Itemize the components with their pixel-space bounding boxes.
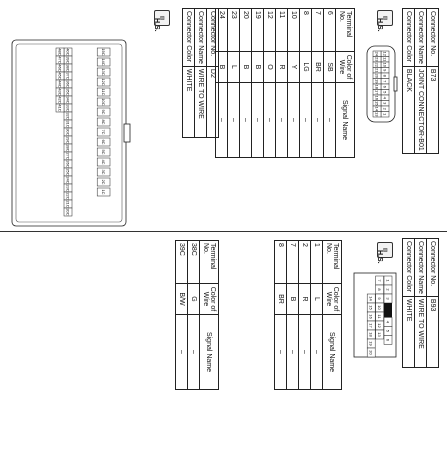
signal-name-cell: – [312,83,324,158]
connector-info-b73 [402,8,439,154]
pin-label: 13C [101,68,107,76]
pin [376,312,384,321]
pin-label: 8 [377,288,383,291]
pin [384,317,392,326]
pin [97,178,110,186]
pin-label: 32C [65,112,71,120]
signal-name-cell: – [311,315,323,390]
table-row [276,9,288,158]
pin-label: 6 [382,85,388,88]
wire-color-cell: Y [288,52,300,83]
signal-name-cell: – [287,315,299,390]
pin-label: 17 [374,90,380,95]
pin [373,84,381,90]
hs-icon: ▥ [377,242,393,258]
pin-label: 46C [57,64,63,72]
pin-label: 23 [374,57,380,62]
hs-icon: ▥ [154,10,170,26]
pin-label: 36C [65,80,71,88]
signal-name-cell: – [275,315,287,390]
pin-label: 9C [101,109,107,115]
connector-no-value: D2 [207,66,219,137]
terminal-no-cell: 24 [216,9,228,52]
locking-key [384,303,392,317]
hs-label: H.S. [376,250,383,264]
pin [64,48,72,56]
pin-label: 12C [101,78,107,86]
terminal-no-cell: 12 [264,9,276,52]
pin [381,51,389,57]
pin [64,160,72,168]
wire-color-cell: O [264,52,276,83]
pin [97,78,110,86]
terminal-no-cell: 8 [300,9,312,52]
hs-label: H.S. [376,18,383,32]
pin [381,57,389,63]
pin [376,276,384,285]
table-row [311,241,323,390]
label-connector-name: Connector Name [415,9,427,67]
terminal-no-cell: 7 [312,9,324,52]
pin-label: 27C [65,152,71,160]
pin [64,64,72,72]
hs-label: H.S. [153,18,160,32]
pin-label: 22 [374,62,380,67]
signal-name-cell: – [300,83,312,158]
wire-color-cell: B/W [176,284,188,315]
signal-name-cell: – [176,315,188,390]
pin-label: 5C [101,149,107,155]
connector-color-value: BLACK [403,66,415,153]
pin-label: 39C [65,56,71,64]
pin-label: 35C [65,88,71,96]
signal-table-d2 [175,240,219,390]
pin-label: 2 [382,107,388,110]
pin [97,68,110,76]
pin-label: 2 [385,288,391,291]
header-terminal-no: Terminal No. [200,241,219,284]
pin-label: 22C [65,192,71,200]
pin-label: 18 [374,84,380,89]
pin-label: 4C [101,159,107,165]
pin [56,104,64,112]
pin-label: 2C [101,179,107,185]
wire-color-cell: SB [324,52,336,83]
pin [64,184,72,192]
table-row [299,241,311,390]
label-connector-name: Connector Name [195,9,207,67]
hs-icon: ▥ [377,10,393,26]
table-row [300,9,312,158]
pin [64,104,72,112]
label-connector-no: Connector No. [427,239,439,297]
pin-label: 11 [382,57,388,62]
pin-label: 38C [65,64,71,72]
connector-diagram-d2 [8,38,130,228]
pin [64,192,72,200]
signal-name-cell: – [276,83,288,158]
pin [56,56,64,64]
table-row [240,9,252,158]
pin [367,348,375,357]
table-row [275,241,287,390]
pin-label: 8C [101,119,107,125]
connector-name-value: WIRE TO WIRE [415,296,427,367]
table-row [264,9,276,158]
pin-label: 17 [368,323,374,328]
pin-label: 4 [382,96,388,99]
pin-label: 44C [57,80,63,88]
wire-color-cell: L [311,284,323,315]
connector-color-value: WHITE [183,66,195,137]
terminal-no-cell: 6 [324,9,336,52]
pin [56,72,64,80]
pin [373,90,381,96]
pin [64,56,72,64]
pin [373,68,381,74]
terminal-no-cell: 10 [288,9,300,52]
wire-color-cell: L [228,52,240,83]
pin [97,188,110,196]
pin [376,330,384,339]
pin-label: 10 [382,62,388,67]
pin [381,73,389,79]
terminal-no-cell: 38C [188,241,200,284]
wire-color-cell: LG [300,52,312,83]
pin [373,62,381,68]
terminal-no-cell: 23 [228,9,240,52]
wire-color-cell: R [299,284,311,315]
connector-info-b93 [402,238,439,368]
pin [64,136,72,144]
pin-label: 3 [385,297,391,300]
pin [97,58,110,66]
pin-label: 43C [57,88,63,96]
pin-label: 31C [65,120,71,128]
pin [97,158,110,166]
pin [64,72,72,80]
pin-label: 21 [374,68,380,73]
pin [97,148,110,156]
pin-label: 1 [382,113,388,116]
terminal-no-cell: 7 [287,241,299,284]
pin [373,106,381,112]
pin-label: 37C [65,72,71,80]
pin [64,144,72,152]
connector-color-value: WHITE [403,296,415,367]
pin-label: 8 [382,74,388,77]
table-row [176,241,188,390]
signal-name-cell: – [299,315,311,390]
pin [384,326,392,335]
signal-name-cell: – [288,83,300,158]
pin [381,68,389,74]
pin [56,48,64,56]
pin-label: 47C [57,56,63,64]
signal-name-cell: – [324,83,336,158]
pin [384,285,392,294]
pin [64,176,72,184]
pin-label: 21C [65,200,71,208]
signal-name-cell: – [228,83,240,158]
pin [56,80,64,88]
signal-table-b73 [215,8,355,158]
pin [384,335,392,344]
terminal-no-cell: 39C [176,241,188,284]
pin-label: 4 [385,320,391,324]
connector-no-value: B73 [427,66,439,153]
label-connector-no: Connector No. [207,9,219,67]
pin [373,73,381,79]
signal-name-cell: – [240,83,252,158]
signal-name-cell: – [264,83,276,158]
pin [64,112,72,120]
pin [64,88,72,96]
pin-label: 33C [65,104,71,112]
pin [373,95,381,101]
pin-label: 24C [65,176,71,184]
table-row [324,9,336,158]
connector-diagram-b93 [353,272,397,358]
pin [381,106,389,112]
pin-label: 13 [377,332,383,337]
header-color-of-wire: Color of Wire [323,284,342,315]
pin [373,101,381,107]
pin [376,321,384,330]
pin [367,330,375,339]
wire-color-cell: BR [275,284,287,315]
pin [381,62,389,68]
pin-label: 29C [65,136,71,144]
connector-name-value: WIRE TO WIRE [195,66,207,137]
pin-label: 19 [368,341,374,346]
signal-table-b93 [274,240,342,390]
terminal-no-cell: 1 [311,241,323,284]
pin-label: 12 [382,51,388,56]
pin [367,312,375,321]
pin-label: 30C [65,128,71,136]
signal-name-cell: – [252,83,264,158]
pin-label: 10C [101,98,107,106]
connector-no-value: B93 [427,296,439,367]
pin [381,101,389,107]
pin-label: 15 [368,305,374,310]
pin-label: 48C [57,48,63,56]
pin-label: 45C [57,72,63,80]
header-terminal-no: Terminal No. [336,9,355,52]
pin [373,112,381,118]
pin-label: 11 [377,314,383,319]
pin [64,152,72,160]
wire-color-cell: R [276,52,288,83]
pin [64,200,72,208]
pin [376,303,384,312]
pin-label: 5 [382,91,388,94]
table-row [287,241,299,390]
connector-panel-d2 [0,0,222,231]
pin-label: 1C [101,189,107,195]
pin [56,88,64,96]
pin-label: 42C [57,96,63,104]
pin-label: 20 [368,350,374,355]
pin-label: 15 [374,101,380,106]
pin-label: 28C [65,144,71,152]
pin-label: 9 [382,69,388,72]
signal-name-cell: – [216,83,228,158]
terminal-no-cell: 11 [276,9,288,52]
pin [97,98,110,106]
pin-label: 41C [57,104,63,112]
table-row [228,9,240,158]
pin-label: 34C [65,96,71,104]
header-signal-name: Signal Name [336,83,355,158]
pin [376,294,384,303]
pin [97,108,110,116]
header-signal-name: Signal Name [323,315,342,390]
pin-label: 26C [65,160,71,168]
pin [64,168,72,176]
pin-label: 20 [374,73,380,78]
pin-label: 14C [101,58,107,66]
wire-color-cell: B [216,52,228,83]
pin [367,321,375,330]
pin [56,64,64,72]
label-connector-color: Connector Color [183,9,195,67]
wire-color-cell: B [287,284,299,315]
pin [367,294,375,303]
table-row [288,9,300,158]
pin-label: 10 [377,305,383,310]
pin-label: 12 [377,323,383,328]
connector-name-value: JOINT CONNECTOR-B01 [415,66,427,153]
pin [367,339,375,348]
wire-color-cell: B [240,52,252,83]
pin [97,48,110,56]
pin-label: 7 [382,80,388,83]
pin [373,51,381,57]
pin [381,79,389,85]
pin-label: 7C [101,129,107,135]
terminal-no-cell: 20 [240,9,252,52]
header-color-of-wire: Color of Wire [336,52,355,83]
pin-label: 1 [385,279,391,282]
pin [97,88,110,96]
pin-label: 24 [374,51,380,56]
pin-label: 14 [368,296,374,301]
pin-label: 6 [385,338,391,342]
pin [64,120,72,128]
terminal-no-cell: 19 [252,9,264,52]
pin-label: 3 [382,102,388,105]
pin-label: 13 [374,112,380,117]
connector-diagram-b73 [365,44,397,124]
pin-label: 5 [385,329,391,333]
pin-label: 40C [65,48,71,56]
pin [64,128,72,136]
pin [64,80,72,88]
pin [381,95,389,101]
pin [381,112,389,118]
connector-panel-b93 [0,232,447,455]
terminal-no-cell: 2 [299,241,311,284]
connector-info-d2 [182,8,219,138]
pin [97,138,110,146]
pin-label: 16 [368,314,374,319]
pin [384,294,392,303]
pin [367,303,375,312]
table-row [252,9,264,158]
pin [97,128,110,136]
pin [384,276,392,285]
wire-color-cell: G [188,284,200,315]
table-row [312,9,324,158]
pin [64,96,72,104]
pin [56,96,64,104]
wire-color-cell: BR [312,52,324,83]
pin [64,208,72,216]
pin [97,168,110,176]
terminal-no-cell: 8 [275,241,287,284]
pin-label: 25C [65,168,71,176]
pin [376,285,384,294]
label-connector-color: Connector Color [403,9,415,67]
pin-label: 3C [101,169,107,175]
pin [381,90,389,96]
table-row [188,241,200,390]
label-connector-color: Connector Color [403,239,415,297]
pin [373,79,381,85]
pin-label: 9 [377,297,383,300]
pin-label: 19 [374,79,380,84]
pin-label: 23C [65,184,71,192]
pin-label: 19C [101,48,107,56]
wire-color-cell: B [252,52,264,83]
pin-label: 16 [374,95,380,100]
pin-label: 14 [374,106,380,111]
pin-label: 7 [377,279,383,282]
header-terminal-no: Terminal No. [323,241,342,284]
pin-label: 11C [101,88,107,96]
label-connector-name: Connector Name [415,239,427,297]
connector-panel-b73 [218,0,447,231]
pin-label: 20C [65,208,71,216]
label-connector-no: Connector No. [427,9,439,67]
pin [381,84,389,90]
pin-label: 6C [101,139,107,145]
pin-label: 18 [368,332,374,337]
pin [97,118,110,126]
header-signal-name: Signal Name [200,315,219,390]
header-color-of-wire: Color of Wire [200,284,219,315]
signal-name-cell: – [188,315,200,390]
pin [373,57,381,63]
